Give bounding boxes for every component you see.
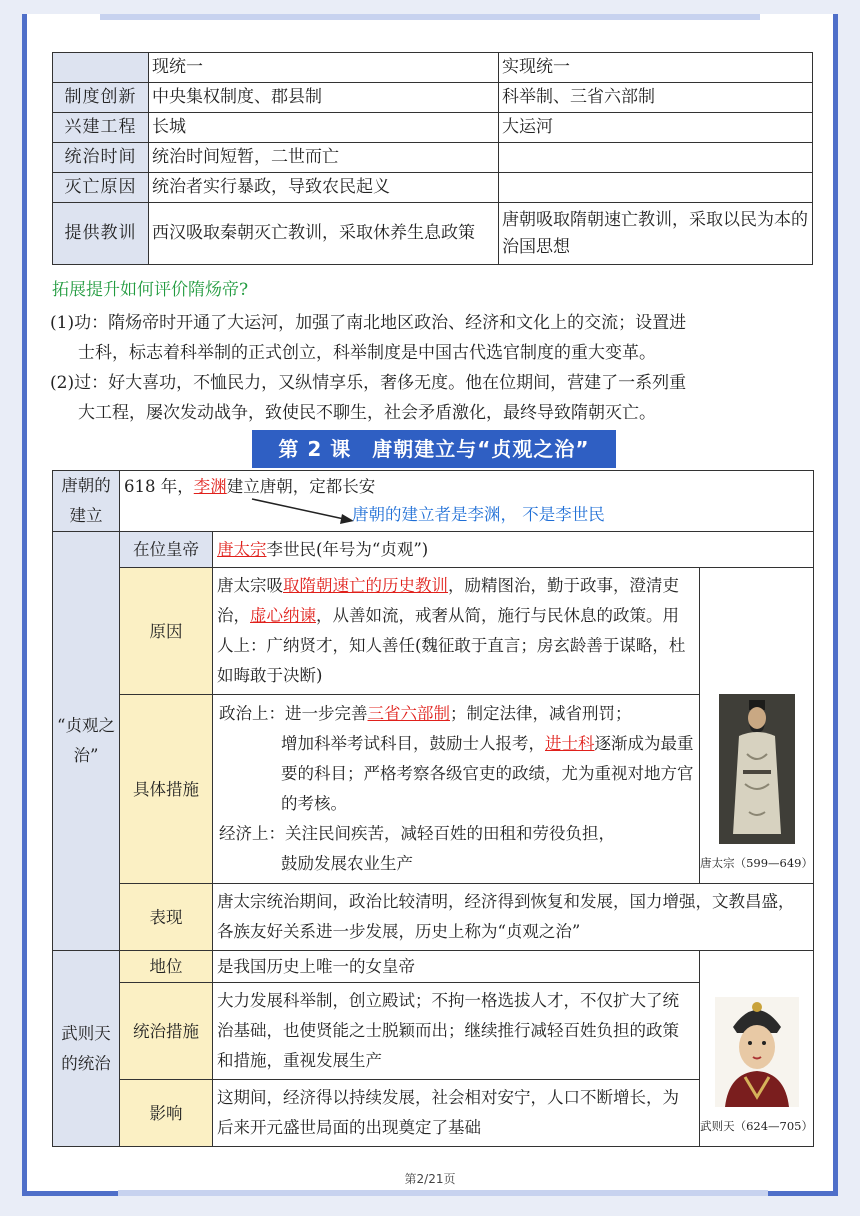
emperor-text: 李世民(年号为“贞观”) — [266, 540, 429, 559]
table-row — [53, 884, 814, 951]
fault-paragraph — [50, 368, 820, 428]
cell-sui — [499, 143, 813, 173]
taizong-caption: 唐太宗（599—649） — [700, 856, 813, 870]
measures-label: 具体措施 — [120, 695, 213, 884]
row-label: 兴建工程 — [53, 113, 149, 143]
politics-text-2: ；制定法律，减省刑罚； — [450, 704, 632, 723]
cell-qin: 长城 — [149, 113, 499, 143]
rule-cell: 大力发展科举制，创立殿试；不拘一格选拔人才，不仅扩大了统治基础，也使贤能之士脱颖而出；继续推行减轻百姓负担的政策和措施，重视发展生产 — [213, 983, 700, 1080]
reason-text-3: ，从善如流，戒奢从简，施行与民休息的政策。用人上：广纳贤才，知人善任(魏征敢于直言；房玄龄善于谋略，杜如晦敢于决断) — [217, 606, 686, 685]
cell-qin: 统治时间短暂，二世而亡 — [149, 143, 499, 173]
politics-text-1: 政治上：进一步完善 — [219, 704, 368, 723]
status-label: 地位 — [120, 951, 213, 983]
page-number: 第2/21页 — [404, 1172, 456, 1186]
taizong-portrait-cell — [700, 568, 814, 884]
tang-dynasty-table — [52, 470, 814, 1147]
reason-label: 原因 — [120, 568, 213, 695]
row-label: 提供教训 — [53, 203, 149, 265]
emperor-label: 在位皇帝 — [120, 532, 213, 568]
politics-highlight-1: 三省六部制 — [367, 704, 450, 723]
impact-cell: 这期间，经济得以持续发展，社会相对安宁，人口不断增长，为后来开元盛世局面的出现奠定了基础 — [213, 1080, 700, 1147]
politics-text-4: 逐渐成为最重要的科目；严格考察各级官吏的政绩，尤为重视对地方官的考核。 — [281, 734, 694, 813]
founding-cell — [120, 471, 814, 532]
politics-text-3: 增加科举考试科目，鼓励士人报考， — [281, 734, 545, 753]
fault-line-2: 大工程，屡次发动战争，致使民不聊生，社会矛盾激化，最终导致隋朝灭亡。 — [78, 403, 656, 423]
reason-highlight-2: 虚心纳谏 — [250, 606, 316, 625]
table-row — [53, 203, 813, 265]
cell-qin: 统治者实行暴政，导致农民起义 — [149, 173, 499, 203]
wuzetian-portrait-cell — [700, 951, 814, 1147]
table-row — [53, 83, 813, 113]
merit-line-2: 士科，标志着科举制的正式创立，科举制度是中国古代选官制度的重大变革。 — [78, 343, 656, 363]
wuzetian-caption: 武则天（624—705） — [700, 1119, 813, 1133]
status-cell: 是我国历史上唯一的女皇帝 — [213, 951, 700, 983]
economy-text-1: 经济上：关注民间疾苦，减轻百姓的田租和劳役负担， — [219, 824, 615, 843]
arrow-icon — [250, 493, 360, 527]
economy-text-2: 鼓励发展农业生产 — [281, 854, 413, 873]
bottom-decoration — [118, 1190, 768, 1196]
table-row — [53, 532, 814, 568]
measures-cell — [213, 695, 700, 884]
founder-name: 李渊 — [193, 477, 227, 496]
row-label: 统治时间 — [53, 143, 149, 173]
reason-text-2: ，励精图治，勤于政事，澄清吏治， — [217, 576, 679, 625]
reason-cell — [213, 568, 700, 695]
zhenguan-label: “贞观之治” — [53, 532, 120, 951]
reason-text-1: 唐太宗吸 — [217, 576, 283, 595]
cell-sui: 科举制、三省六部制 — [499, 83, 813, 113]
effect-cell: 唐太宗统治期间，政治比较清明，经济得到恢复和发展，国力增强，文教昌盛，各族友好关系进一步发展，历史上称为“贞观之治” — [213, 884, 814, 951]
table-row — [53, 113, 813, 143]
cell-sui: 大运河 — [499, 113, 813, 143]
table-row — [53, 951, 814, 983]
fault-line-1: (2)过：好大喜功，不恤民力，又纵情享乐，奢侈无度。他在位期间，营建了一系列重 — [50, 373, 687, 393]
politics-highlight-2: 进士科 — [545, 734, 595, 753]
header-cell-sui: 实现统一 — [499, 53, 813, 83]
merit-line-1: (1)功：隋炀帝时开通了大运河，加强了南北地区政治、经济和文化上的交流；设置进 — [50, 313, 687, 333]
table-row — [53, 143, 813, 173]
table-row — [53, 471, 814, 532]
header-cell-empty — [53, 53, 149, 83]
emperor-title: 唐太宗 — [217, 540, 267, 559]
cell-qin: 西汉吸取秦朝灭亡教训，采取休养生息政策 — [149, 203, 499, 265]
founding-label: 唐朝的建立 — [53, 471, 120, 532]
extension-title: 拓展提升如何评价隋炀帝? — [52, 280, 249, 300]
table-row — [53, 53, 813, 83]
cell-sui — [499, 173, 813, 203]
founding-note: 唐朝的建立者是李渊， 不是李世民 — [352, 505, 605, 524]
founding-post: 建立唐朝，定都长安 — [226, 477, 376, 496]
top-decoration — [100, 14, 760, 20]
table-row — [53, 173, 813, 203]
merit-paragraph — [50, 308, 820, 368]
wuzetian-portrait-icon — [715, 997, 799, 1107]
effect-label: 表现 — [120, 884, 213, 951]
table-row — [53, 983, 814, 1080]
taizong-portrait-icon — [719, 694, 795, 844]
cell-qin: 中央集权制度、郡县制 — [149, 83, 499, 113]
header-cell-qin: 现统一 — [149, 53, 499, 83]
rule-label: 统治措施 — [120, 983, 213, 1080]
founding-pre: 618 年， — [124, 477, 194, 496]
row-label: 制度创新 — [53, 83, 149, 113]
impact-label: 影响 — [120, 1080, 213, 1147]
reason-highlight-1: 取隋朝速亡的历史教训 — [283, 576, 448, 595]
wuzetian-label: 武则天的统治 — [53, 951, 120, 1147]
table-row — [53, 568, 814, 695]
qin-sui-comparison-table — [52, 52, 813, 265]
emperor-cell — [213, 532, 814, 568]
row-label: 灭亡原因 — [53, 173, 149, 203]
lesson-title-banner: 第 2 课 唐朝建立与“贞观之治” — [252, 430, 616, 468]
cell-sui: 唐朝吸取隋朝速亡教训，采取以民为本的治国思想 — [499, 203, 813, 265]
